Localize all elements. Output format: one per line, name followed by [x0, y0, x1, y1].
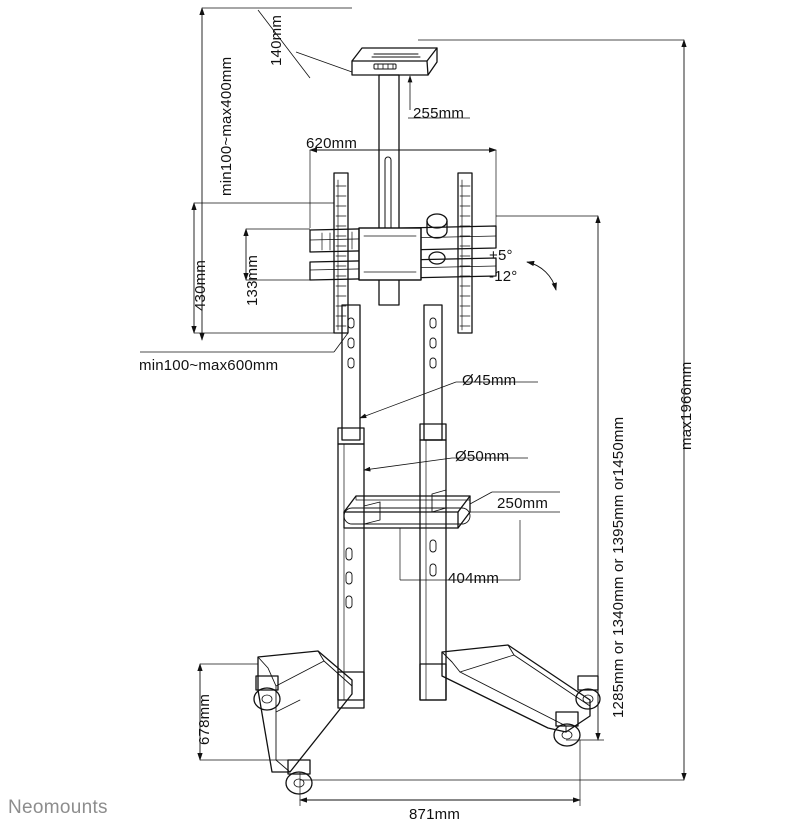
- av-shelf: [344, 490, 470, 528]
- dimension-label-shelf-width: 404mm: [448, 570, 500, 587]
- dimension-label-base-width: 871mm: [409, 806, 461, 823]
- base-legs: [254, 645, 600, 794]
- dimension-label-bracket-width: 620mm: [306, 135, 358, 152]
- top-tray: [352, 48, 437, 75]
- dimension-label-shelf-top-depth: 140mm: [268, 14, 285, 66]
- castor: [554, 712, 580, 746]
- dimension-label-shelf-depth: 250mm: [497, 495, 549, 512]
- castor: [286, 760, 312, 794]
- tv-mount-bracket: [310, 173, 496, 333]
- dimension-label-height-settings: 1285mm or 1340mm or 1395mm or1450mm: [610, 416, 627, 718]
- dimension-label-tube-upper-dia: Ø45mm: [462, 372, 517, 389]
- dimension-label-shelf-top-width: 255mm: [413, 105, 465, 122]
- height-adjust-column: [338, 305, 446, 444]
- dimension-label-column-travel: min100~max400mm: [218, 56, 235, 196]
- dimension-label-bracket-height: 430mm: [192, 259, 209, 311]
- dimension-label-tilt-down: -12°: [489, 268, 518, 285]
- dimension-label-rail-spacing: 133mm: [244, 254, 261, 306]
- brand-wordmark: Neomounts: [8, 797, 108, 818]
- dimension-label-base-depth: 678mm: [196, 693, 213, 745]
- dimension-label-max-height: max1966mm: [678, 361, 695, 450]
- dimension-label-tube-lower-dia: Ø50mm: [455, 448, 510, 465]
- dimension-label-vesa-range: min100~max600mm: [139, 357, 279, 374]
- dimension-label-tilt-up: +5°: [489, 247, 513, 264]
- castor: [576, 676, 600, 709]
- lower-columns: [338, 440, 446, 700]
